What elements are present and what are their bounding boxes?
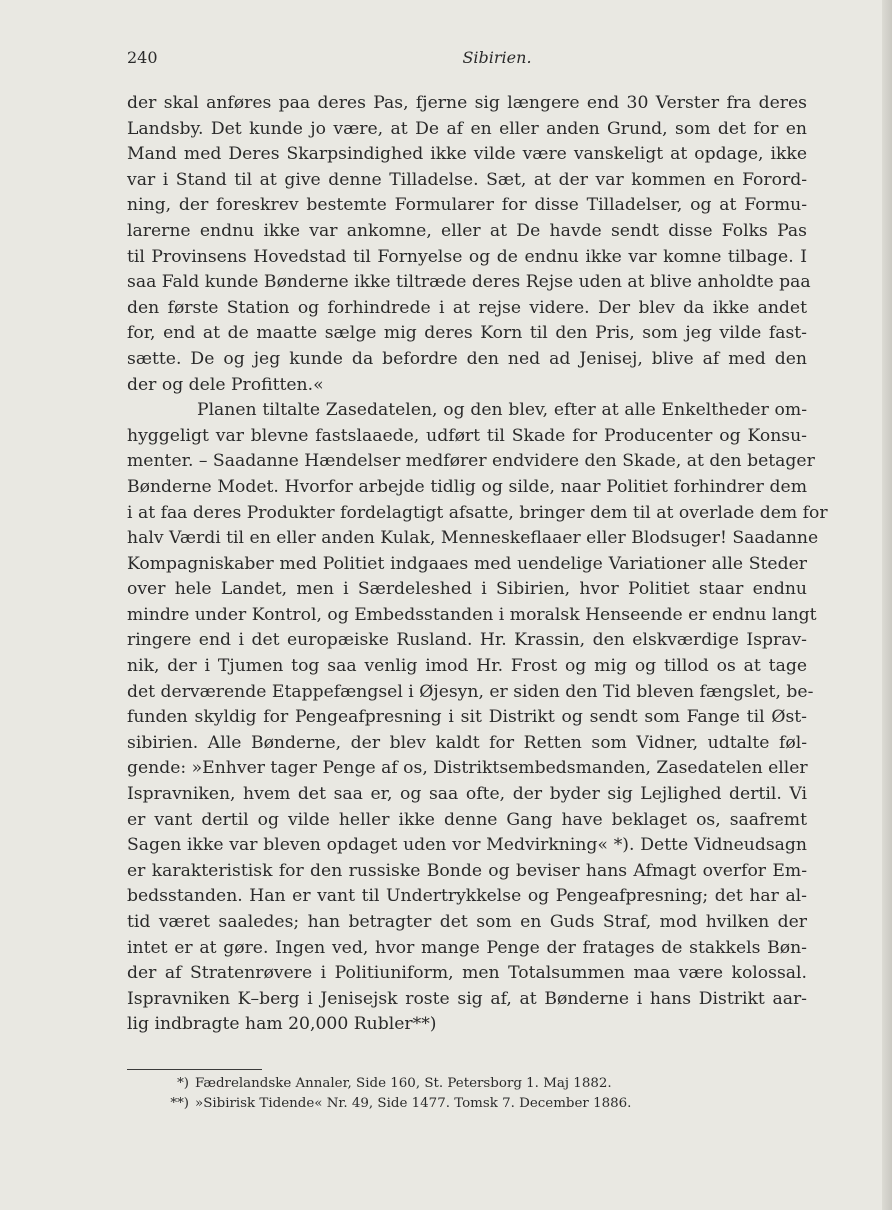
footnote-2 bbox=[127, 1094, 807, 1114]
text-line: Kompagniskaber med Politiet indgaaes med uendelige Variationer alle Steder bbox=[127, 553, 807, 574]
footnote-divider bbox=[127, 1069, 262, 1070]
text-line: det derværende Etappefængsel i Øjesyn, er siden den Tid bleven fængslet, be- bbox=[127, 681, 814, 702]
text-line: larerne endnu ikke var ankomne, eller at De havde sendt disse Folks Pas bbox=[127, 220, 807, 241]
text-line: lig indbragte ham 20,000 Rubler**) bbox=[127, 1014, 437, 1035]
text-line: ning, der foreskrev bestemte Formularer for disse Tilladelser, og at Formu- bbox=[127, 195, 807, 216]
text-line: der og dele Profitten.« bbox=[127, 374, 324, 395]
text-line: ringere end i det europæiske Rusland. Hr. Krassin, den elskværdige Isprav- bbox=[127, 630, 807, 651]
text-line: mindre under Kontrol, og Embedsstanden i moralsk Henseende er endnu langt bbox=[127, 604, 817, 625]
text-line: den første Station og forhindrede i at rejse videre. Der blev da ikke andet bbox=[127, 297, 807, 318]
text-line: for, end at de maatte sælge mig deres Korn til den Pris, som jeg vilde fast- bbox=[127, 323, 807, 344]
footnote-mark: **) bbox=[170, 1095, 189, 1111]
text-line: funden skyldig for Pengeafpresning i sit Distrikt og sendt som Fange til Øst- bbox=[127, 707, 807, 728]
text-line: der af Stratenrøvere i Politiuniform, men Totalsummen maa være kolossal. bbox=[127, 963, 807, 984]
text-line: sætte. De og jeg kunde da befordre den ned ad Jenisej, blive af med den bbox=[127, 348, 807, 369]
footnote-mark: *) bbox=[177, 1076, 189, 1091]
text-line: menter. – Saadanne Hændelser medfører endvidere den Skade, at den betager bbox=[127, 451, 815, 472]
text-line: sibirien. Alle Bønderne, der blev kaldt for Retten som Vidner, udtalte føl- bbox=[127, 732, 807, 753]
text-line: i at faa deres Produkter fordelagtigt afsatte, bringer dem til at overlade dem for bbox=[127, 502, 828, 523]
text-line: Bønderne Modet. Hvorfor arbejde tidlig og silde, naar Politiet forhindrer dem bbox=[127, 476, 807, 497]
footnote-1 bbox=[127, 1074, 807, 1094]
text-line: hyggeligt var blevne fastslaaede, udført til Skade for Producenter og Konsu- bbox=[127, 425, 807, 446]
text-line: Landsby. Det kunde jo være, at De af en eller anden Grund, som det for en bbox=[127, 118, 807, 139]
text-line: Mand med Deres Skarpsindighed ikke vilde være vanskeligt at opdage, ikke bbox=[127, 144, 807, 165]
text-line: Sagen ikke var bleven opdaget uden vor Medvirkning« *). Dette Vidneudsagn bbox=[127, 835, 807, 856]
text-line: halv Værdi til en eller anden Kulak, Menneskeflaaer eller Blodsuger! Saadanne bbox=[127, 528, 819, 549]
page-header bbox=[127, 48, 807, 70]
footnote-text: Fædrelandske Annaler, Side 160, St. Petersborg 1. Maj 1882. bbox=[195, 1076, 612, 1091]
text-line: saa Fald kunde Bønderne ikke tiltræde deres Rejse uden at blive anholdte paa bbox=[127, 272, 811, 293]
text-line-paragraph-start: Planen tiltalte Zasedatelen, og den blev, efter at alle Enkeltheder om- bbox=[197, 400, 807, 421]
text-line: Ispravniken K–berg i Jenisejsk roste sig af, at Bønderne i hans Distrikt aar- bbox=[127, 988, 807, 1009]
text-line: til Provinsens Hovedstad til Fornyelse og de endnu ikke var komne tilbage. I bbox=[127, 246, 807, 267]
text-line: tid været saaledes; han betragter det som en Guds Straf, mod hvilken der bbox=[127, 912, 807, 932]
text-line: intet er at gøre. Ingen ved, hvor mange Penge der fratages de stakkels Bøn- bbox=[127, 937, 807, 958]
text-line: der skal anføres paa deres Pas, fjerne sig længere end 30 Verster fra deres bbox=[127, 93, 807, 113]
text-line: er vant dertil og vilde heller ikke denne Gang have beklaget os, saafremt bbox=[127, 809, 807, 830]
text-line: var i Stand til at give denne Tilladelse. Sæt, at der var kommen en Forord- bbox=[127, 169, 807, 190]
text-line: over hele Landet, men i Særdeleshed i Sibirien, hvor Politiet staar endnu bbox=[127, 579, 807, 600]
text-line: er karakteristisk for den russiske Bonde og beviser hans Afmagt overfor Em- bbox=[127, 860, 807, 881]
page-number: 240 bbox=[127, 48, 158, 67]
text-line: gende: »Enhver tager Penge af os, Distriktsembedsmanden, Zasedatelen eller bbox=[127, 758, 808, 779]
text-line: Ispravniken, hvem det saa er, og saa ofte, der byder sig Lejlighed dertil. Vi bbox=[127, 784, 807, 805]
footnotes bbox=[127, 1074, 807, 1113]
running-title: Sibirien. bbox=[462, 48, 532, 67]
page-edge bbox=[882, 0, 892, 1210]
text-line: bedsstanden. Han er vant til Undertrykkelse og Pengeafpresning; det har al- bbox=[127, 886, 807, 907]
text-line: nik, der i Tjumen tog saa venlig imod Hr. Frost og mig og tillod os at tage bbox=[127, 656, 807, 677]
footnote-text: »Sibirisk Tidende« Nr. 49, Side 1477. Tomsk 7. December 1886. bbox=[195, 1095, 632, 1111]
body-text bbox=[127, 91, 828, 1038]
